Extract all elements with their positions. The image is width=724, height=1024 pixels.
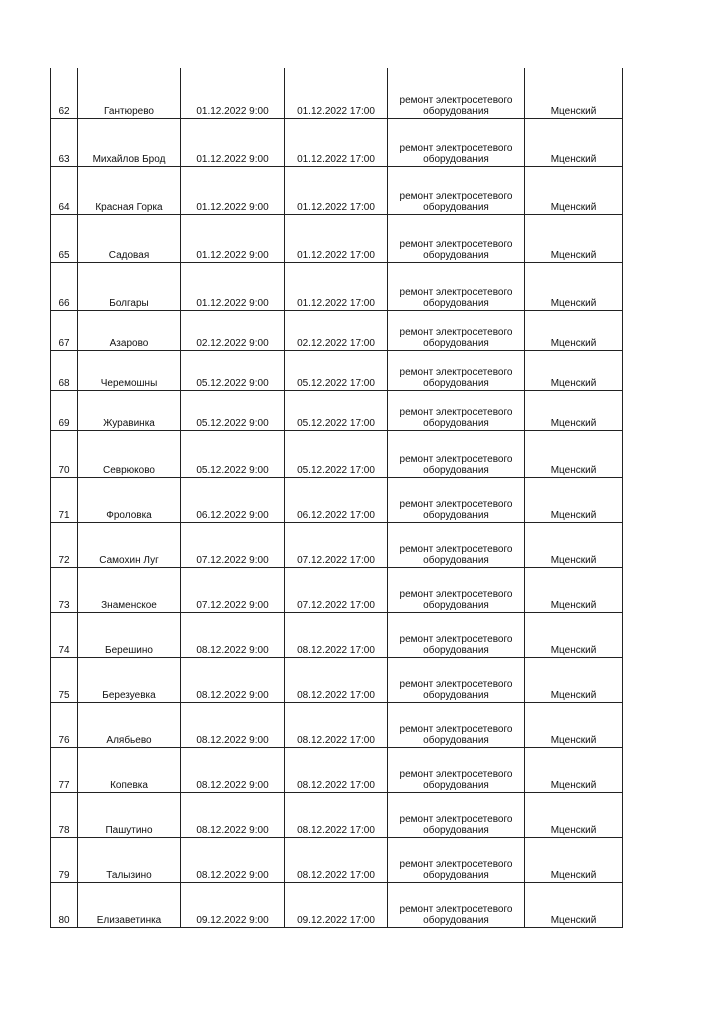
work-description-line2: оборудования	[423, 377, 489, 389]
district-name: Мценский	[525, 747, 623, 792]
work-description-line1: ремонт электросетевого	[399, 543, 513, 555]
start-datetime: 01.12.2022 9:00	[181, 214, 285, 262]
row-number: 76	[51, 702, 78, 747]
end-datetime: 02.12.2022 17:00	[285, 310, 388, 350]
end-datetime: 08.12.2022 17:00	[285, 612, 388, 657]
locality-name: Красная Горка	[78, 166, 181, 214]
work-description	[388, 837, 525, 882]
table-row	[51, 612, 623, 657]
row-number: 80	[51, 882, 78, 927]
end-datetime: 01.12.2022 17:00	[285, 166, 388, 214]
start-datetime: 01.12.2022 9:00	[181, 262, 285, 310]
work-description-line1: ремонт электросетевого	[399, 678, 513, 690]
end-datetime: 08.12.2022 17:00	[285, 837, 388, 882]
locality-name: Гантюрево	[78, 68, 181, 118]
work-description-line2: оборудования	[423, 464, 489, 476]
locality-name: Самохин Луг	[78, 522, 181, 567]
district-name: Мценский	[525, 166, 623, 214]
work-description	[388, 118, 525, 166]
start-datetime: 08.12.2022 9:00	[181, 702, 285, 747]
work-description	[388, 792, 525, 837]
work-description-line2: оборудования	[423, 779, 489, 791]
work-description-line2: оборудования	[423, 297, 489, 309]
district-name: Мценский	[525, 390, 623, 430]
work-description	[388, 166, 525, 214]
work-description-line2: оборудования	[423, 734, 489, 746]
end-datetime: 08.12.2022 17:00	[285, 702, 388, 747]
work-description-line1: ремонт электросетевого	[399, 453, 513, 465]
table-body	[51, 68, 623, 927]
work-description	[388, 567, 525, 612]
table-row	[51, 390, 623, 430]
locality-name: Елизаветинка	[78, 882, 181, 927]
table-row	[51, 166, 623, 214]
locality-name: Черемошны	[78, 350, 181, 390]
row-number: 67	[51, 310, 78, 350]
district-name: Мценский	[525, 350, 623, 390]
work-description-line1: ремонт электросетевого	[399, 498, 513, 510]
work-description	[388, 702, 525, 747]
locality-name: Садовая	[78, 214, 181, 262]
work-description-line2: оборудования	[423, 337, 489, 349]
start-datetime: 09.12.2022 9:00	[181, 882, 285, 927]
start-datetime: 08.12.2022 9:00	[181, 657, 285, 702]
work-description	[388, 477, 525, 522]
row-number: 69	[51, 390, 78, 430]
work-description-line2: оборудования	[423, 554, 489, 566]
row-number: 63	[51, 118, 78, 166]
work-description	[388, 262, 525, 310]
locality-name: Севрюково	[78, 430, 181, 477]
end-datetime: 07.12.2022 17:00	[285, 567, 388, 612]
work-description-line1: ремонт электросетевого	[399, 326, 513, 338]
start-datetime: 01.12.2022 9:00	[181, 68, 285, 118]
work-description	[388, 390, 525, 430]
start-datetime: 06.12.2022 9:00	[181, 477, 285, 522]
work-description-line1: ремонт электросетевого	[399, 94, 513, 106]
table-row	[51, 310, 623, 350]
end-datetime: 08.12.2022 17:00	[285, 747, 388, 792]
table-row	[51, 567, 623, 612]
work-description	[388, 747, 525, 792]
start-datetime: 08.12.2022 9:00	[181, 837, 285, 882]
work-description	[388, 350, 525, 390]
work-description-line2: оборудования	[423, 869, 489, 881]
work-description-line2: оборудования	[423, 644, 489, 656]
work-description-line2: оборудования	[423, 417, 489, 429]
start-datetime: 08.12.2022 9:00	[181, 612, 285, 657]
work-description-line1: ремонт электросетевого	[399, 723, 513, 735]
row-number: 66	[51, 262, 78, 310]
work-description-line1: ремонт электросетевого	[399, 768, 513, 780]
row-number: 72	[51, 522, 78, 567]
end-datetime: 01.12.2022 17:00	[285, 118, 388, 166]
end-datetime: 05.12.2022 17:00	[285, 430, 388, 477]
district-name: Мценский	[525, 310, 623, 350]
district-name: Мценский	[525, 118, 623, 166]
work-description	[388, 657, 525, 702]
row-number: 64	[51, 166, 78, 214]
district-name: Мценский	[525, 477, 623, 522]
district-name: Мценский	[525, 68, 623, 118]
locality-name: Копевка	[78, 747, 181, 792]
row-number: 77	[51, 747, 78, 792]
district-name: Мценский	[525, 792, 623, 837]
locality-name: Михайлов Брод	[78, 118, 181, 166]
work-description-line2: оборудования	[423, 599, 489, 611]
district-name: Мценский	[525, 430, 623, 477]
work-description-line1: ремонт электросетевого	[399, 286, 513, 298]
row-number: 62	[51, 68, 78, 118]
work-description-line2: оборудования	[423, 153, 489, 165]
district-name: Мценский	[525, 567, 623, 612]
row-number: 68	[51, 350, 78, 390]
row-number: 74	[51, 612, 78, 657]
end-datetime: 05.12.2022 17:00	[285, 350, 388, 390]
row-number: 70	[51, 430, 78, 477]
work-description	[388, 430, 525, 477]
district-name: Мценский	[525, 214, 623, 262]
table-row	[51, 430, 623, 477]
locality-name: Пашутино	[78, 792, 181, 837]
row-number: 73	[51, 567, 78, 612]
locality-name: Журавинка	[78, 390, 181, 430]
table-row	[51, 68, 623, 118]
locality-name: Знаменское	[78, 567, 181, 612]
work-description-line1: ремонт электросетевого	[399, 858, 513, 870]
work-description-line1: ремонт электросетевого	[399, 633, 513, 645]
start-datetime: 07.12.2022 9:00	[181, 567, 285, 612]
table-row	[51, 350, 623, 390]
work-description-line1: ремонт электросетевого	[399, 366, 513, 378]
end-datetime: 08.12.2022 17:00	[285, 792, 388, 837]
end-datetime: 01.12.2022 17:00	[285, 214, 388, 262]
work-description	[388, 214, 525, 262]
work-description-line1: ремонт электросетевого	[399, 238, 513, 250]
outage-schedule-table	[50, 68, 623, 928]
start-datetime: 05.12.2022 9:00	[181, 390, 285, 430]
start-datetime: 01.12.2022 9:00	[181, 118, 285, 166]
row-number: 78	[51, 792, 78, 837]
row-number: 71	[51, 477, 78, 522]
table-row	[51, 477, 623, 522]
locality-name: Алябьево	[78, 702, 181, 747]
district-name: Мценский	[525, 262, 623, 310]
start-datetime: 08.12.2022 9:00	[181, 792, 285, 837]
locality-name: Берешино	[78, 612, 181, 657]
table-row	[51, 747, 623, 792]
locality-name: Азарово	[78, 310, 181, 350]
end-datetime: 01.12.2022 17:00	[285, 68, 388, 118]
end-datetime: 06.12.2022 17:00	[285, 477, 388, 522]
work-description-line2: оборудования	[423, 509, 489, 521]
end-datetime: 01.12.2022 17:00	[285, 262, 388, 310]
work-description-line1: ремонт электросетевого	[399, 406, 513, 418]
district-name: Мценский	[525, 837, 623, 882]
work-description-line2: оборудования	[423, 249, 489, 261]
work-description	[388, 310, 525, 350]
start-datetime: 01.12.2022 9:00	[181, 166, 285, 214]
work-description	[388, 882, 525, 927]
locality-name: Болгары	[78, 262, 181, 310]
locality-name: Талызино	[78, 837, 181, 882]
locality-name: Фроловка	[78, 477, 181, 522]
district-name: Мценский	[525, 702, 623, 747]
district-name: Мценский	[525, 657, 623, 702]
end-datetime: 07.12.2022 17:00	[285, 522, 388, 567]
work-description-line2: оборудования	[423, 201, 489, 213]
work-description	[388, 522, 525, 567]
table-row	[51, 702, 623, 747]
work-description-line1: ремонт электросетевого	[399, 190, 513, 202]
work-description-line2: оборудования	[423, 914, 489, 926]
work-description	[388, 68, 525, 118]
start-datetime: 02.12.2022 9:00	[181, 310, 285, 350]
row-number: 75	[51, 657, 78, 702]
table-row	[51, 882, 623, 927]
start-datetime: 05.12.2022 9:00	[181, 350, 285, 390]
locality-name: Березуевка	[78, 657, 181, 702]
table-row	[51, 522, 623, 567]
district-name: Мценский	[525, 612, 623, 657]
table-row	[51, 837, 623, 882]
work-description	[388, 612, 525, 657]
row-number: 65	[51, 214, 78, 262]
table-row	[51, 118, 623, 166]
end-datetime: 05.12.2022 17:00	[285, 390, 388, 430]
table-row	[51, 792, 623, 837]
work-description-line2: оборудования	[423, 824, 489, 836]
table-row	[51, 262, 623, 310]
work-description-line2: оборудования	[423, 105, 489, 117]
work-description-line1: ремонт электросетевого	[399, 903, 513, 915]
table-row	[51, 657, 623, 702]
start-datetime: 07.12.2022 9:00	[181, 522, 285, 567]
start-datetime: 08.12.2022 9:00	[181, 747, 285, 792]
work-description-line1: ремонт электросетевого	[399, 813, 513, 825]
work-description-line1: ремонт электросетевого	[399, 588, 513, 600]
end-datetime: 08.12.2022 17:00	[285, 657, 388, 702]
work-description-line1: ремонт электросетевого	[399, 142, 513, 154]
district-name: Мценский	[525, 882, 623, 927]
end-datetime: 09.12.2022 17:00	[285, 882, 388, 927]
row-number: 79	[51, 837, 78, 882]
table-row	[51, 214, 623, 262]
start-datetime: 05.12.2022 9:00	[181, 430, 285, 477]
work-description-line2: оборудования	[423, 689, 489, 701]
district-name: Мценский	[525, 522, 623, 567]
